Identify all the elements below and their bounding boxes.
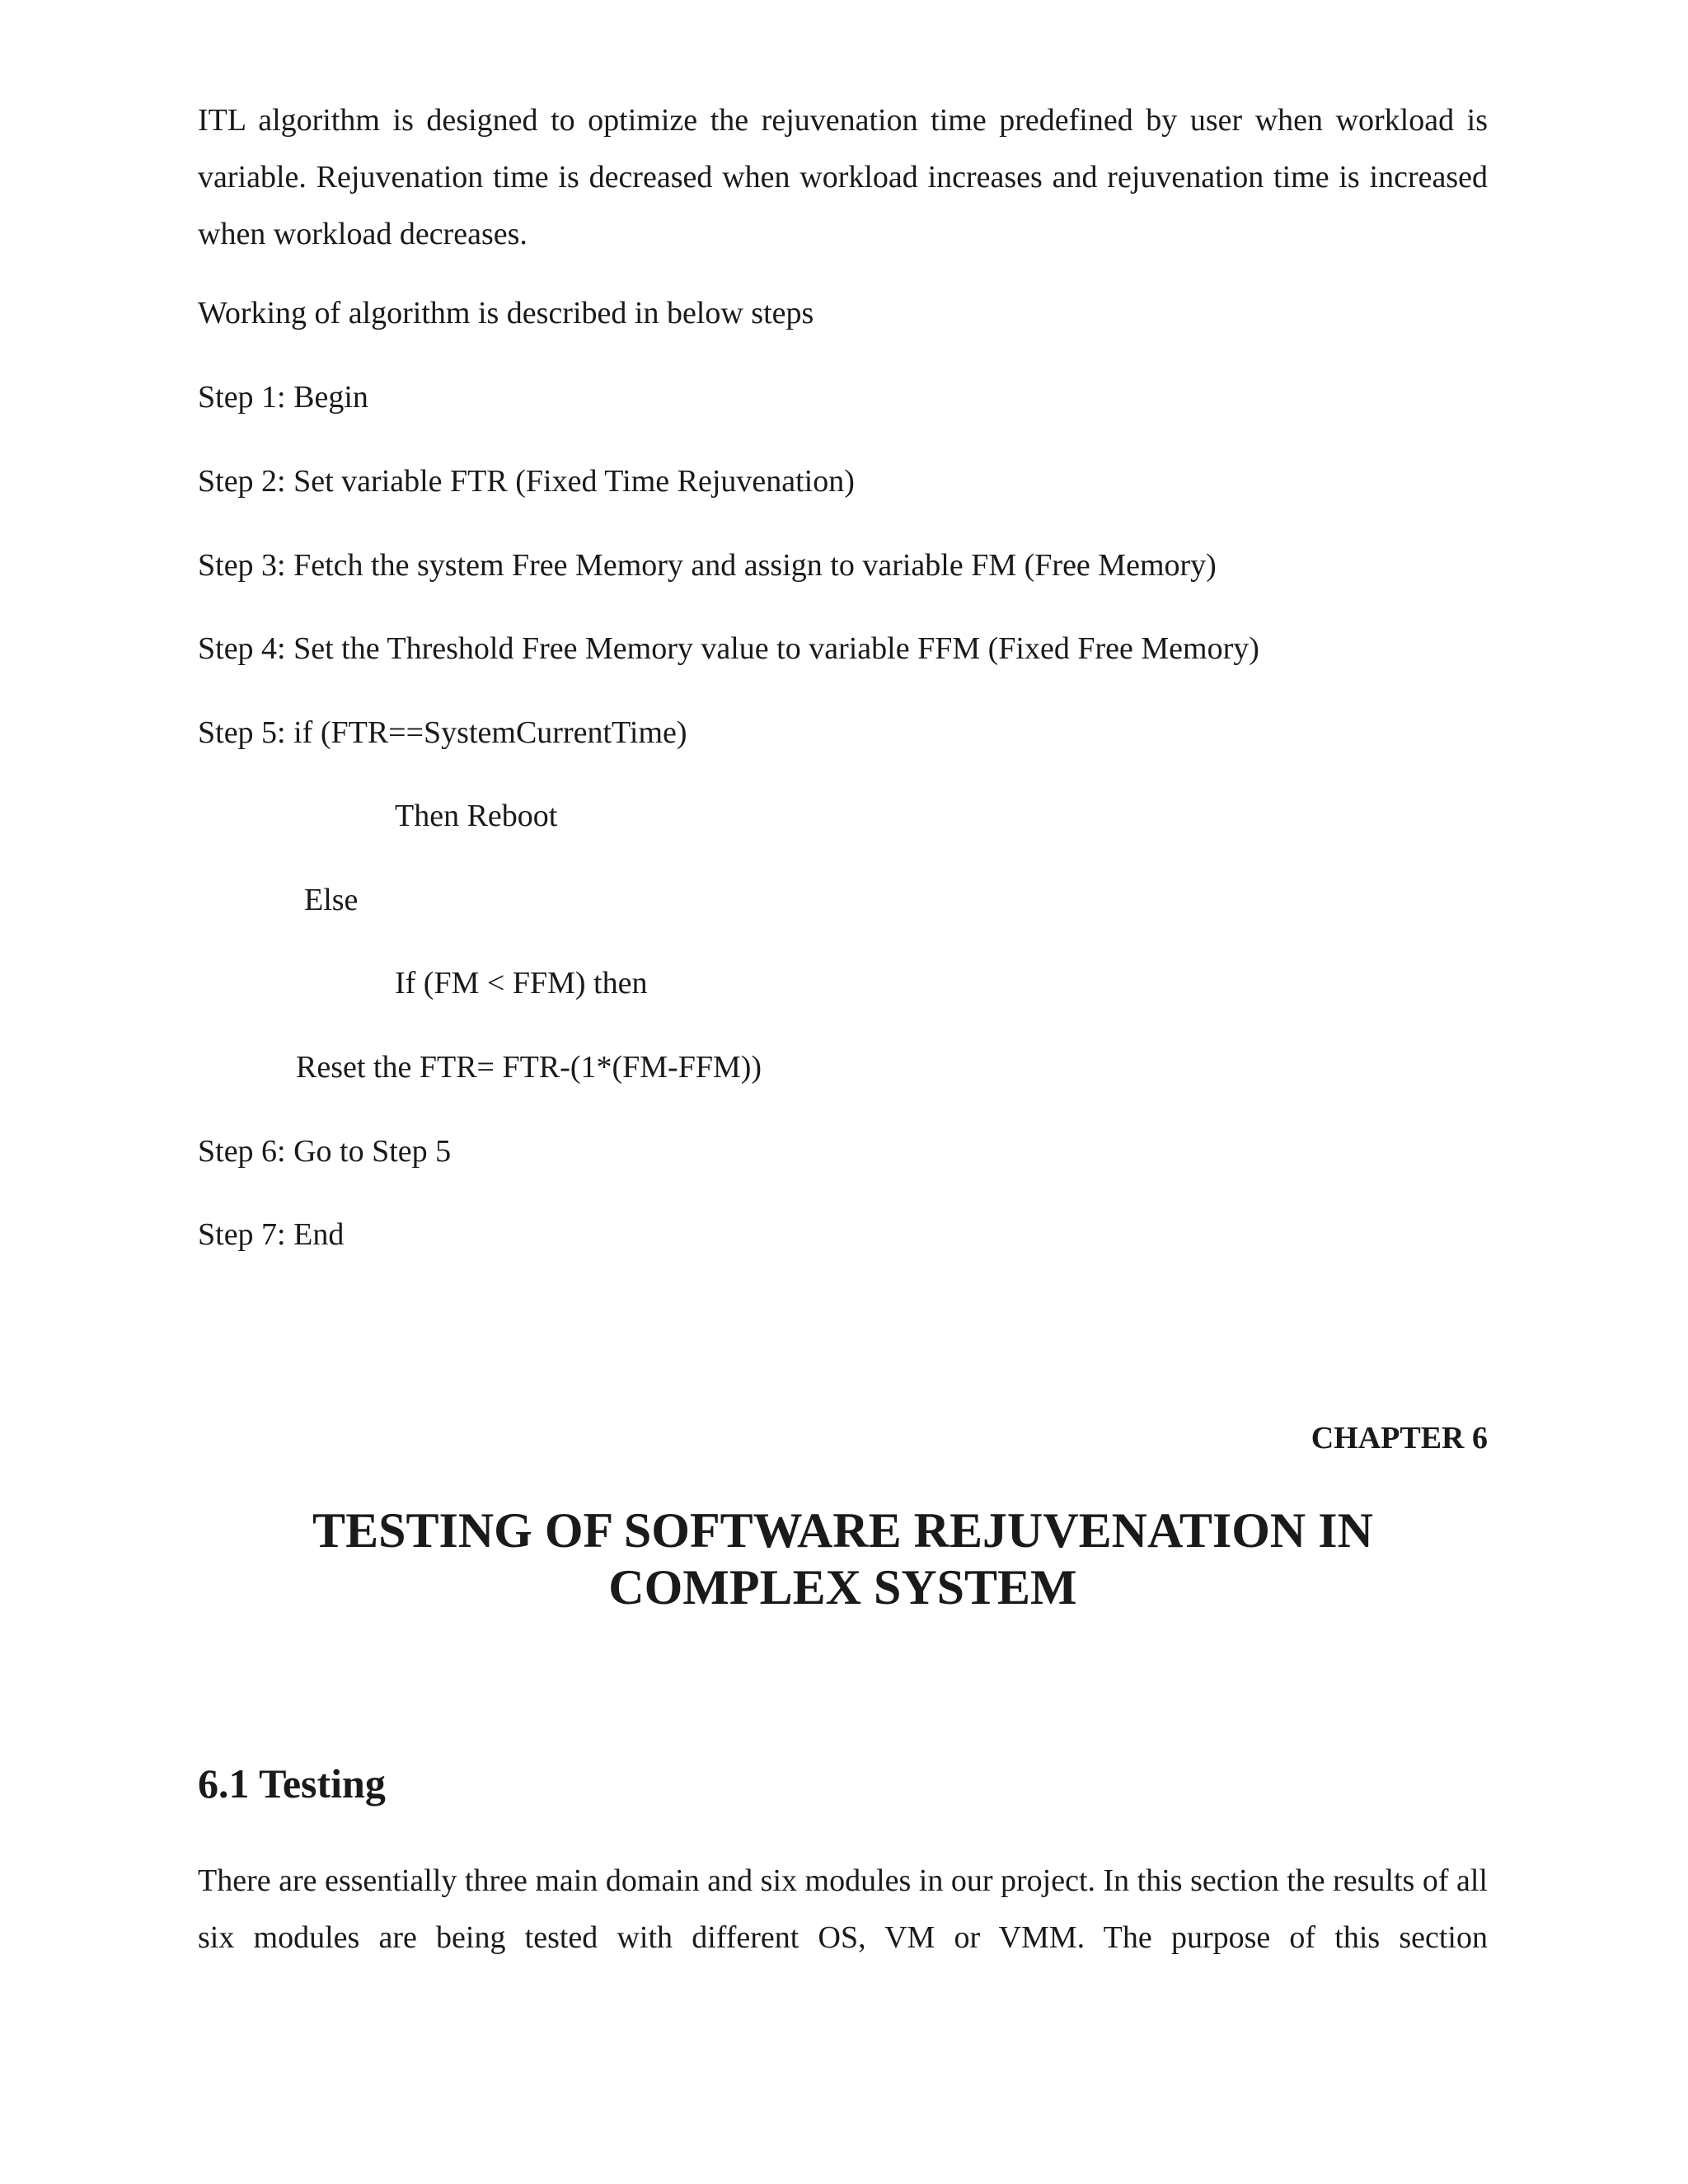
algorithm-step-1: Step 1: Begin — [198, 380, 368, 415]
steps-intro: Working of algorithm is described in below steps — [198, 296, 814, 330]
chapter-label: CHAPTER 6 — [1311, 1421, 1488, 1455]
algorithm-step-4: Step 4: Set the Threshold Free Memory value to variable FFM (Fixed Free Memory) — [198, 631, 1259, 666]
algorithm-then-reboot: Then Reboot — [395, 799, 558, 833]
chapter-title — [198, 1502, 1488, 1616]
intro-paragraph: ITL algorithm is designed to optimize the rejuvenation time predefined by user when workload is variable. Rejuvenation time is decreased when workload increases and rejuvenation time is increased when workload decreases. — [198, 103, 1488, 251]
algorithm-step-6: Step 6: Go to Step 5 — [198, 1134, 452, 1169]
algorithm-step-5: Step 5: if (FTR==SystemCurrentTime) — [198, 715, 687, 750]
algorithm-else: Else — [304, 883, 359, 917]
algorithm-step-3: Step 3: Fetch the system Free Memory and assign to variable FM (Free Memory) — [198, 548, 1217, 583]
algorithm-if-condition: If (FM < FFM) then — [395, 966, 648, 1001]
algorithm-reset: Reset the FTR= FTR-(1*(FM-FFM)) — [296, 1050, 762, 1085]
chapter-title-line-1: TESTING OF SOFTWARE REJUVENATION IN — [312, 1503, 1373, 1558]
section-paragraph: There are essentially three main domain and six modules in our project. In this section the results of all six modules are being tested with different OS, VM or VMM. The purpose of this section — [198, 1863, 1488, 1955]
chapter-title-line-2: COMPLEX SYSTEM — [608, 1560, 1077, 1615]
section-heading: 6.1 Testing — [198, 1760, 386, 1807]
algorithm-step-2: Step 2: Set variable FTR (Fixed Time Rejuvenation) — [198, 464, 855, 499]
algorithm-step-7: Step 7: End — [198, 1217, 345, 1252]
